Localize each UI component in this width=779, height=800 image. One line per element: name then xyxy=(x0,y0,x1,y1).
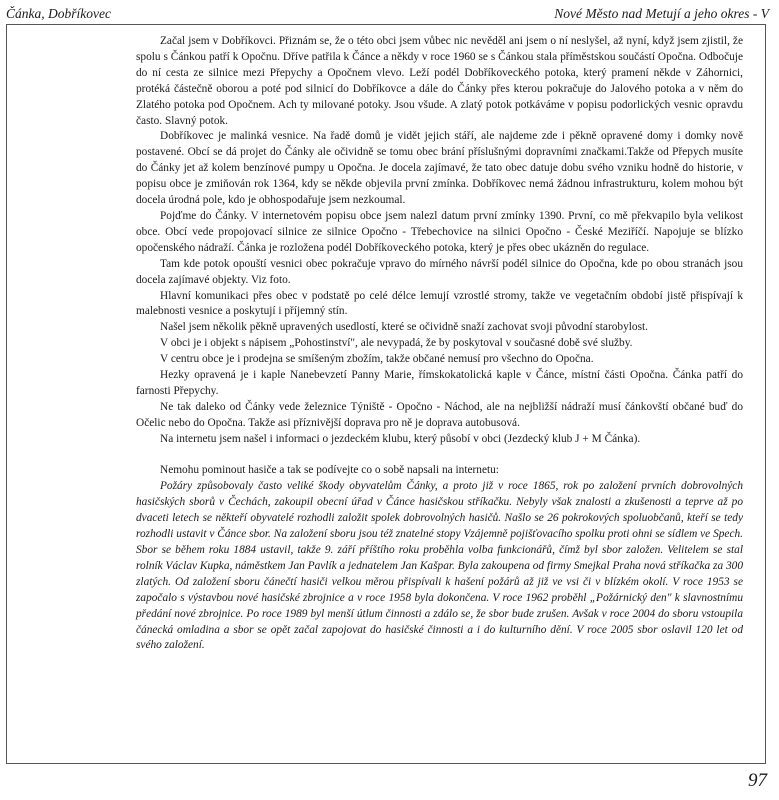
paragraph-pohostinstvi: V obci je i objekt s nápisem „Pohostinství", ale nevypadá, že by poskytoval v současné době své služby. xyxy=(160,337,633,350)
paragraph-zeleznice: Ne tak daleko od Čánky vede železnice Týniště - Opočno - Náchod, ale na nejbližší nádraží musí čánkovští občané buď do Očelic nebo do Opočna. Takže asi příznivější doprava pro ně je doprava autobusová. xyxy=(136,400,743,429)
paragraph-hasici-intro: Nemohu pominout hasiče a tak se podívejte co o sobě napsali na internetu: xyxy=(160,464,499,477)
article-body xyxy=(136,34,743,654)
paragraph-stromy: Hlavní komunikaci přes obec v podstatě po celé délce lemují vzrostlé stromy, takže ve vegetačním období jistě přispívají k malebnosti vesnice a poskytují i příjemný stín. xyxy=(136,289,743,318)
paragraph-potok: Tam kde potok opouští vesnici obec pokračuje vpravo do mírného návrší podél silnice do Opočna, kde po obou stranách jsou docela zajímavé objekty. Viz foto. xyxy=(136,257,743,286)
paragraph-usedlosti: Našel jsem několik pěkně upravených usedlostí, které se očividně snaží zachovat svoji původní starobylost. xyxy=(160,321,648,334)
paragraph-dobrikovec-village: Dobříkovec je malinká vesnice. Na řadě domů je vidět jejich stáří, ale najdeme zde i pěkně opravené domy i domky nově postavené. Obcí se dá projet do Čánky ale očividně se tomu obec brání příslušnými dopravními značkami.Takže od Přepych musíte do Čánky jet až kolem benzínové pumpy u Opočna. Je docela zajímavé, že tato obec datuje dobu svého vzniku hodně do historie, v popisu obce je zmiňován rok 1364, kdy se někde objevila první zmínka. Dobříkovec nemá žádnou infrastrukturu, kolem mohou být docela úrodná pole, kdo je obhospodařuje jsem nezkoumal. xyxy=(136,130,743,207)
paragraph-intro-dobrikovec: Začal jsem v Dobříkovci. Přiznám se, že o této obci jsem vůbec nic nevěděl ani jsem o ní neslyšel, až nyní, když jsem zjistil, že spolu s Čánkou patří k Opočnu. Dříve patřila k Čánce a někdy v roce 1960 se s Čánkou stala příměstskou součástí Opočna. Odbočuje do ní cesta ze silnice mezi Přepychy a Opočnem vlevo. Leží podél Dobříkoveckého potoka, který pramení někde v Záhornici, protéká částečně oborou a poté pod silnicí do Dobříkovce a dále do Čánky přes kterou pokračuje do Jalového potoka a v něm do Zlatého potoka pod Opočnem. Ach ty milované potoky. Jsou všude. A zlatý potok potkáváme v popisu podorlických vesnic opravdu často. Slavný potok. xyxy=(136,35,743,127)
header-left: Čánka, Dobříkovec xyxy=(6,6,111,21)
page-header xyxy=(0,0,779,22)
paragraph-canka: Pojďme do Čánky. V internetovém popisu obce jsem nalezl datum první zmínky 1390. První, co mě překvapilo byla velikost obce. Obcí vede propojovací silnice ze silnice Opočno - Třebechovice na silnici Opočno - České Meziříčí. Napojuje se blízko opočenského nádraží. Čánka je rozložena podél Dobříkoveckého potoka, který je přes obec ukázněn do regulace. xyxy=(136,209,743,254)
paragraph-prodejna: V centru obce je i prodejna se smíšeným zbožím, takže občané nemusí pro všechno do Opočna. xyxy=(160,353,594,366)
paragraph-hasici-quote: Požáry způsobovaly často veliké škody obyvatelům Čánky, a proto již v roce 1865, rok po založení prvních dobrovolných hasičských sborů v Čechách, zakoupil obecní úřad v Čánce hasičskou stříkačku. Nebyly však znalosti a zkušenosti a teprve až po dvaceti letech se někteří obyvatelé rozhodli založit spolek dobrovolných hasičů. Našlo se 26 pokrokových spoluobčanů, kteří se tedy rozhodli ustavit v Čánce sbor. Na založení sboru jsou též znatelné stopy Vzájemně pojišťovacího spolku proti ohni se sídlem ve Spech. Sbor se během roku 1884 ustavil, takže 9. září příštího roku proběhla volba funkcionářů, čímž byl sbor založen. Velitelem se stal rolník Václav Kupka, náměstkem Jan Pavlík a jednatelem Jan Kašpar. Byla zakoupena od firmy Smejkal Praha nová stříkačka za 300 zlatých. Od založení sboru čánečtí hasiči velkou měrou přispívali k hašení požárů až již ve vsi či v blízkém okolí. V roce 1953 se započalo s výstavbou nové hasičské zbrojnice a v roce 1958 byla dokončena. V roce 1962 proběhl „Požárnický den" k slavnostnímu předání nové zbrojnice. Po roce 1989 byl menší útlum činnosti a zdálo se, že sbor bude zrušen. Avšak v roce 2004 do sboru vstoupila čánecká omladina a sbor se opět začal zapojovat do hasičské činnosti a i do kulturního dění. V roce 2005 sbor oslavil 120 let od svého založení. xyxy=(136,480,743,652)
paragraph-kaple: Hezky opravená je i kaple Nanebevzetí Panny Marie, římskokatolická kaple v Čánce, místní části Opočna. Čánka patří do farnosti Přepychy. xyxy=(136,369,743,397)
paragraph-jezdecky-klub: Na internetu jsem našel i informaci o jezdeckém klubu, který působí v obci (Jezdecký klub J + M Čánka). xyxy=(160,432,641,445)
page-number: 97 xyxy=(748,770,767,791)
header-right: Nové Město nad Metují a jeho okres - V xyxy=(554,6,769,21)
